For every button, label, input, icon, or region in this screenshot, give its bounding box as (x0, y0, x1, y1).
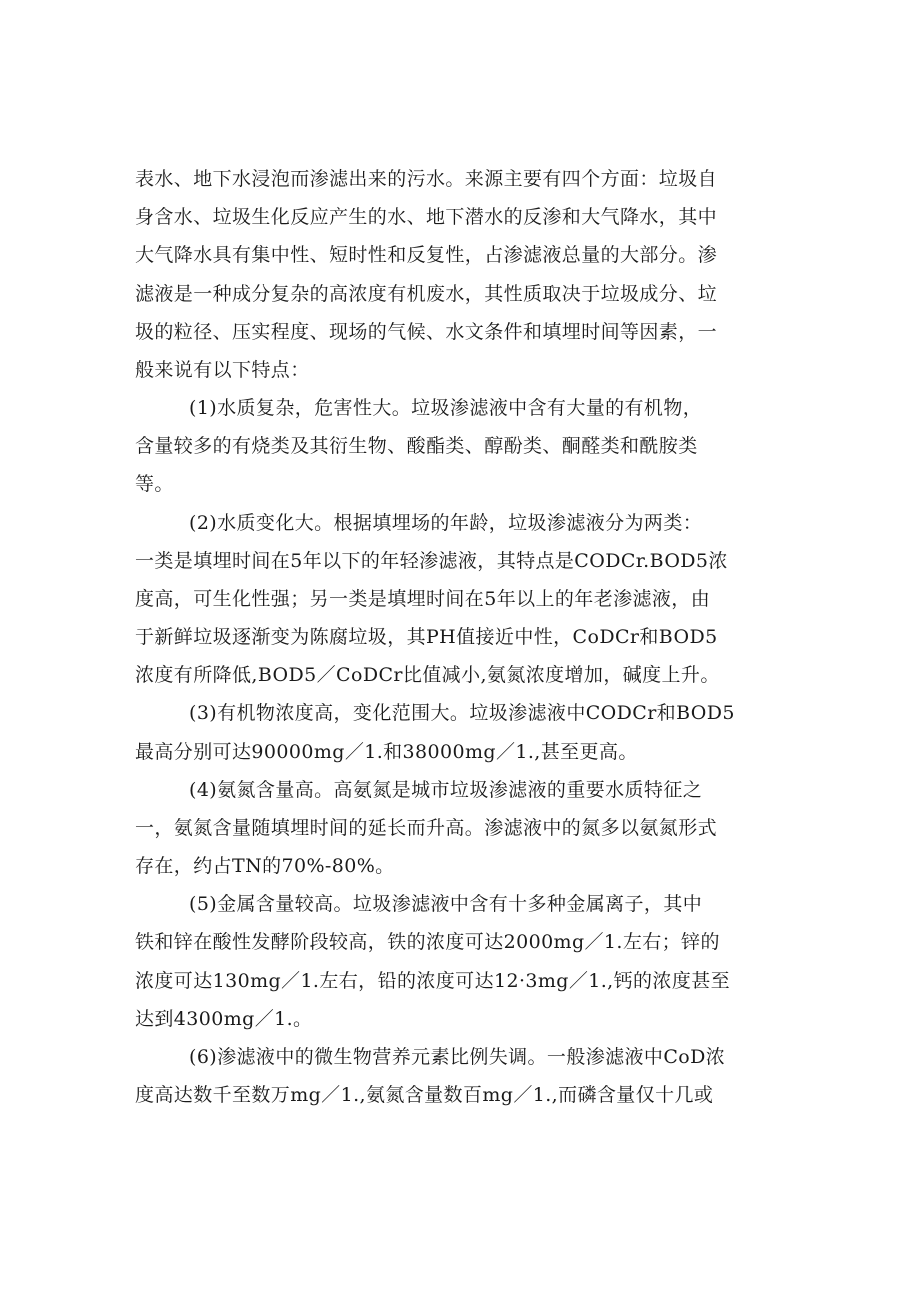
item-4-line-2: 一，氨氮含量随填埋时间的延长而升高。渗滤液中的氮多以氨氮形式 (135, 817, 718, 839)
text-line-1: 表水、地下水浸泡而渗滤出来的污水。来源主要有四个方面：垃圾自 (135, 168, 718, 190)
item-5-line-3: 浓度可达130mg／1.左右，铅的浓度可达12·3mg／1.,钙的浓度甚至 (135, 970, 731, 992)
text-line-6: 般来说有以下特点： (135, 359, 310, 381)
text-line-2: 身含水、垃圾生化反应产生的水、地下潜水的反渗和大气降水，其中 (135, 206, 718, 228)
item-3-line-1: (3)有机物浓度高，变化范围大。垃圾渗滤液中CODCr和BOD5 (189, 702, 735, 724)
item-3-line-2: 最高分别可达90000mg／1.和38000mg／1.,甚至更高。 (135, 741, 638, 763)
text-line-3: 大气降水具有集中性、短时性和反复性，占渗滤液总量的大部分。渗 (135, 244, 718, 266)
text-line-4: 滤液是一种成分复杂的高浓度有机废水，其性质取决于垃圾成分、垃 (135, 283, 718, 305)
item-2-line-2: 一类是填埋时间在5年以下的年轻渗滤液，其特点是CODCr.BOD5浓 (135, 550, 728, 572)
item-2-line-4: 于新鲜垃圾逐渐变为陈腐垃圾，其PH值接近中性，CoDCr和BOD5 (135, 626, 718, 648)
text-line-5: 圾的粒径、压实程度、现场的气候、水文条件和填埋时间等因素，一 (135, 321, 718, 343)
item-1-line-1: (1)水质复杂，危害性大。垃圾渗滤液中含有大量的有机物， (189, 397, 703, 419)
item-2-line-3: 度高，可生化性强；另一类是填埋时间在5年以上的年老渗滤液，由 (135, 588, 711, 610)
item-2-line-1: (2)水质变化大。根据填埋场的年龄，垃圾渗滤液分为两类： (189, 512, 703, 534)
item-4-line-3: 存在，约占TN的70%-80%。 (135, 855, 395, 877)
item-6-line-1: (6)渗滤液中的微生物营养元素比例失调。一般渗滤液中CoD浓 (189, 1046, 726, 1068)
item-2-line-5: 浓度有所降低,BOD5／CoDCr比值减小,氨氮浓度增加，碱度上升。 (135, 664, 720, 686)
item-1-line-2: 含量较多的有烧类及其衍生物、酸酯类、醇酚类、酮醛类和酰胺类 (135, 435, 698, 457)
item-5-line-4: 达到4300mg／1.。 (135, 1008, 313, 1030)
item-1-line-3: 等。 (135, 473, 174, 495)
item-4-line-1: (4)氨氮含量高。高氨氮是城市垃圾渗滤液的重要水质特征之 (189, 779, 703, 801)
item-5-line-1: (5)金属含量较高。垃圾渗滤液中含有十多种金属离子，其中 (189, 893, 703, 915)
item-6-line-2: 度高达数千至数万mg／1.,氨氮含量数百mg／1.,而磷含量仅十几或 (135, 1084, 714, 1106)
item-5-line-2: 铁和锌在酸性发酵阶段较高，铁的浓度可达2000mg／1.左右；锌的 (135, 931, 720, 953)
